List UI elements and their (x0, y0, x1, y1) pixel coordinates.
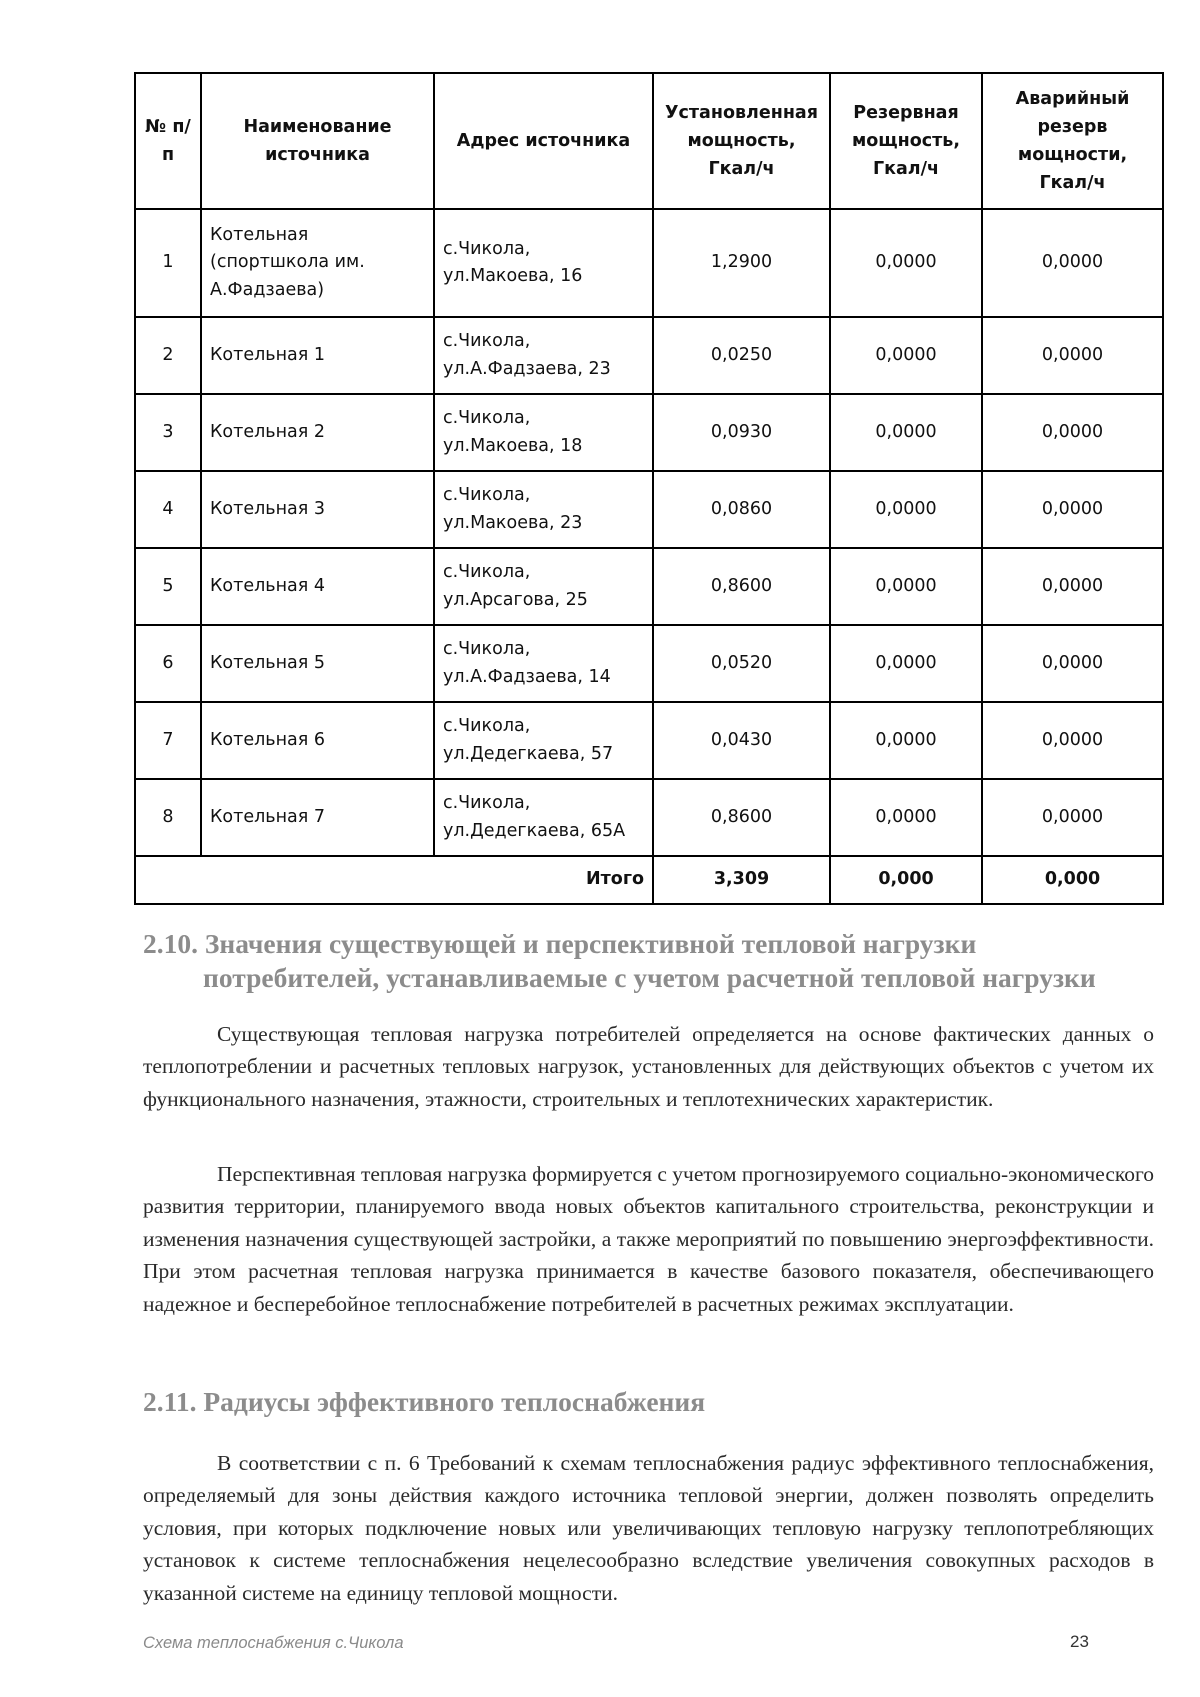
cell-reserve: 0,0000 (830, 702, 982, 779)
total-emergency: 0,000 (982, 856, 1163, 904)
cell-reserve: 0,0000 (830, 209, 982, 317)
table-row (135, 625, 1163, 702)
cell-installed: 0,8600 (653, 548, 830, 625)
cell-reserve: 0,0000 (830, 317, 982, 394)
section-2-10-heading (143, 927, 1143, 995)
cell-installed: 0,0860 (653, 471, 830, 548)
cell-address: с.Чикола, ул.Макоева, 16 (434, 209, 653, 317)
cell-source-name: Котельная (спортшкола им. А.Фадзаева) (201, 209, 434, 317)
table-row (135, 471, 1163, 548)
cell-installed: 0,8600 (653, 779, 830, 856)
cell-number: 3 (135, 394, 201, 471)
footer-document-title: Схема теплоснабжения с.Чикола (143, 1634, 404, 1652)
cell-number: 7 (135, 702, 201, 779)
header-source-address: Адрес источника (434, 73, 653, 209)
cell-emergency: 0,0000 (982, 394, 1163, 471)
section-2-10-paragraph-2: Перспективная тепловая нагрузка формируется с учетом прогнозируемого социально-экономического развития территории, планируемого ввода новых объектов капитального строительства, реконструкции и изменения назначения существующей застройки, а также мероприятий по повышению энергоэффективности. При этом расчетная тепловая нагрузка принимается в качестве базового показателя, обеспечивающего надежное и бесперебойное теплоснабжение потребителей в расчетных режимах эксплуатации. (143, 1162, 1154, 1316)
cell-source-name: Котельная 5 (201, 625, 434, 702)
cell-emergency: 0,0000 (982, 471, 1163, 548)
cell-installed: 0,0930 (653, 394, 830, 471)
cell-reserve: 0,0000 (830, 779, 982, 856)
header-source-name: Наименование источника (201, 73, 434, 209)
cell-address: с.Чикола, ул.Макоева, 18 (434, 394, 653, 471)
section-2-10-heading-line2: потребителей, устанавливаемые с учетом расчетной тепловой нагрузки (203, 962, 1096, 993)
cell-number: 1 (135, 209, 201, 317)
cell-address: с.Чикола, ул.Дедегкаева, 57 (434, 702, 653, 779)
header-number: № п/п (135, 73, 201, 209)
section-2-11-heading: 2.11. Радиусы эффективного теплоснабжения (143, 1386, 706, 1417)
cell-source-name: Котельная 4 (201, 548, 434, 625)
cell-address: с.Чикола, ул.А.Фадзаева, 23 (434, 317, 653, 394)
table-total-row (135, 856, 1163, 904)
cell-number: 5 (135, 548, 201, 625)
cell-source-name: Котельная 3 (201, 471, 434, 548)
section-2-10-heading-line1: 2.10. Значения существующей и перспективной тепловой нагрузки (143, 928, 977, 959)
cell-emergency: 0,0000 (982, 625, 1163, 702)
heat-sources-table (134, 72, 1164, 905)
cell-number: 6 (135, 625, 201, 702)
table-row (135, 317, 1163, 394)
cell-number: 2 (135, 317, 201, 394)
cell-installed: 0,0520 (653, 625, 830, 702)
section-2-10-paragraph-1: Существующая тепловая нагрузка потребителей определяется на основе фактических данных о теплопотреблении и расчетных тепловых нагрузок, установленных для действующих объектов с учетом их функционального назначения, этажности, строительных и теплотехнических характеристик. (143, 1022, 1154, 1111)
cell-installed: 1,2900 (653, 209, 830, 317)
table-row (135, 209, 1163, 317)
cell-source-name: Котельная 7 (201, 779, 434, 856)
table-header-row (135, 73, 1163, 209)
cell-installed: 0,0250 (653, 317, 830, 394)
total-installed: 3,309 (653, 856, 830, 904)
cell-reserve: 0,0000 (830, 625, 982, 702)
cell-address: с.Чикола, ул.Макоева, 23 (434, 471, 653, 548)
cell-number: 8 (135, 779, 201, 856)
cell-number: 4 (135, 471, 201, 548)
table-row (135, 779, 1163, 856)
cell-address: с.Чикола, ул.Дедегкаева, 65А (434, 779, 653, 856)
cell-emergency: 0,0000 (982, 209, 1163, 317)
header-emergency-reserve: Аварийный резерв мощности, Гкал/ч (982, 73, 1163, 209)
footer-page-number: 23 (1070, 1632, 1089, 1651)
cell-reserve: 0,0000 (830, 394, 982, 471)
cell-source-name: Котельная 6 (201, 702, 434, 779)
header-installed-capacity: Установленная мощность, Гкал/ч (653, 73, 830, 209)
cell-reserve: 0,0000 (830, 548, 982, 625)
section-2-11-paragraph: В соответствии с п. 6 Требований к схемам теплоснабжения радиус эффективного теплоснабжения, определяемый для зоны действия каждого источника тепловой энергии, должен позволять определить условия, при которых подключение новых или увеличивающих тепловую нагрузку теплопотребляющих установок к системе теплоснабжения нецелесообразно вследствие увеличения совокупных расходов в указанной системе на единицу тепловой мощности. (143, 1451, 1154, 1605)
table-row (135, 548, 1163, 625)
table-row (135, 702, 1163, 779)
total-label: Итого (135, 856, 653, 904)
cell-installed: 0,0430 (653, 702, 830, 779)
cell-source-name: Котельная 1 (201, 317, 434, 394)
cell-emergency: 0,0000 (982, 548, 1163, 625)
cell-emergency: 0,0000 (982, 702, 1163, 779)
header-reserve-capacity: Резервная мощность, Гкал/ч (830, 73, 982, 209)
cell-reserve: 0,0000 (830, 471, 982, 548)
table-row (135, 394, 1163, 471)
cell-emergency: 0,0000 (982, 317, 1163, 394)
cell-emergency: 0,0000 (982, 779, 1163, 856)
total-reserve: 0,000 (830, 856, 982, 904)
cell-source-name: Котельная 2 (201, 394, 434, 471)
cell-address: с.Чикола, ул.А.Фадзаева, 14 (434, 625, 653, 702)
cell-address: с.Чикола, ул.Арсагова, 25 (434, 548, 653, 625)
